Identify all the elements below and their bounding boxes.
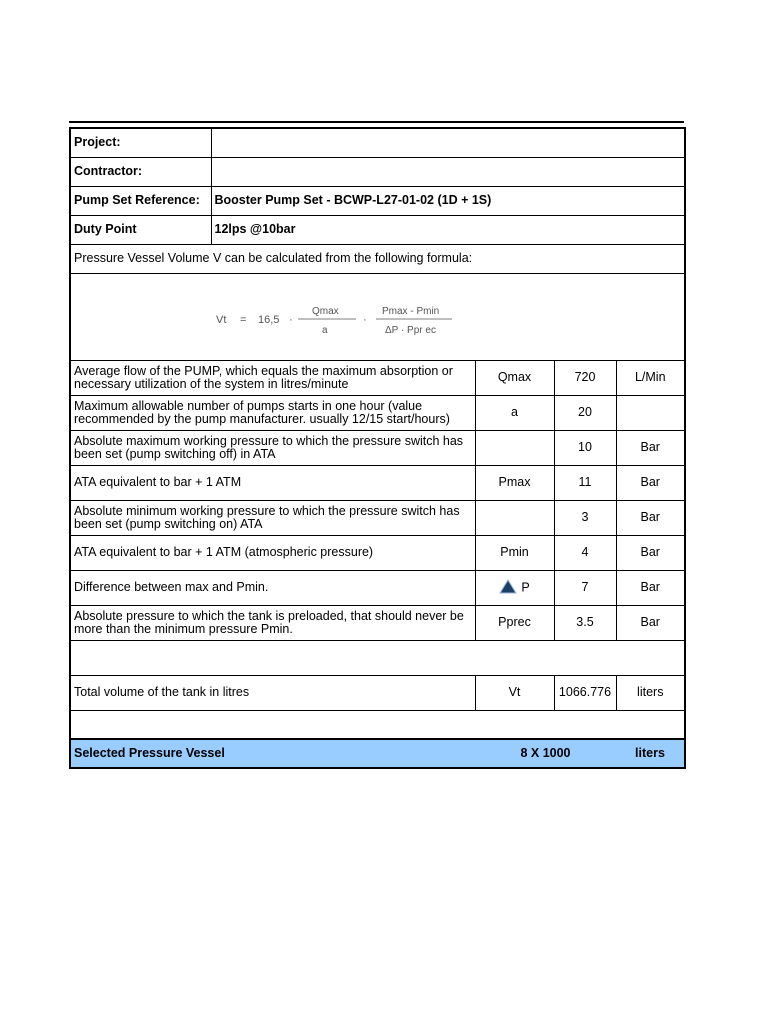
row-symbol: Pmin <box>475 535 554 570</box>
row-value[interactable]: 10 <box>554 430 616 465</box>
row-description: Maximum allowable number of pumps starts in one hour (value recommended by the pump manufacturer. usually 12/15 start/hours) <box>70 395 475 430</box>
selected-vessel-row <box>70 739 685 768</box>
row-description: ATA equivalent to bar + 1 ATM <box>70 465 475 500</box>
row-unit: Bar <box>616 465 685 500</box>
row-symbol <box>475 500 554 535</box>
row-unit: Bar <box>616 605 685 640</box>
table-row <box>70 605 685 640</box>
row-symbol-cell <box>475 570 554 605</box>
row-value[interactable]: 720 <box>554 360 616 395</box>
formula-lhs: Vt <box>216 313 227 326</box>
row-unit: L/Min <box>616 360 685 395</box>
duty-point-row <box>70 215 685 244</box>
table-row <box>70 395 685 430</box>
project-label: Project: <box>70 128 211 157</box>
contractor-value[interactable] <box>211 157 685 186</box>
pump-set-value[interactable]: Booster Pump Set - BCWP-L27-01-02 (1D + 1S) <box>211 186 685 215</box>
formula-row <box>70 273 685 360</box>
row-symbol <box>475 430 554 465</box>
table-row <box>70 535 685 570</box>
row-description: Absolute minimum working pressure to which the pressure switch has been set (pump switching on) ATA <box>70 500 475 535</box>
top-rule <box>69 121 684 123</box>
row-description: Absolute pressure to which the tank is preloaded, that should never be more than the minimum pressure Pmin. <box>70 605 475 640</box>
row-value[interactable]: 11 <box>554 465 616 500</box>
row-description: Average flow of the PUMP, which equals the maximum absorption or necessary utilization of the system in litres/minute <box>70 360 475 395</box>
row-unit <box>616 395 685 430</box>
row-unit: Bar <box>616 570 685 605</box>
row-description: ATA equivalent to bar + 1 ATM (atmospheric pressure) <box>70 535 475 570</box>
row-unit: Bar <box>616 500 685 535</box>
row-symbol: Pmax <box>475 465 554 500</box>
row-symbol: a <box>475 395 554 430</box>
row-value[interactable]: 3.5 <box>554 605 616 640</box>
row-value[interactable]: 4 <box>554 535 616 570</box>
spacer-row <box>70 710 685 739</box>
selected-vessel-unit: liters <box>616 739 685 768</box>
formula-graphic <box>216 303 476 335</box>
row-symbol: Qmax <box>475 360 554 395</box>
formula-dot-1: · <box>289 313 293 326</box>
formula-cell <box>70 273 685 360</box>
table-row <box>70 430 685 465</box>
contractor-label: Contractor: <box>70 157 211 186</box>
intro-row <box>70 244 685 273</box>
table-row <box>70 360 685 395</box>
row-unit: Bar <box>616 430 685 465</box>
pump-set-row <box>70 186 685 215</box>
total-unit: liters <box>616 675 685 710</box>
empty-cell <box>70 710 685 739</box>
total-value: 1066.776 <box>554 675 616 710</box>
row-value[interactable]: 20 <box>554 395 616 430</box>
table-row <box>70 500 685 535</box>
spacer-row <box>70 640 685 675</box>
formula-den2: ΔP · Ppr ec <box>385 324 436 335</box>
formula-den1: a <box>322 324 328 335</box>
total-symbol: Vt <box>475 675 554 710</box>
row-symbol: Pprec <box>475 605 554 640</box>
formula-dot-2: · <box>363 313 367 326</box>
formula-num1: Qmax <box>312 305 339 317</box>
project-value[interactable] <box>211 128 685 157</box>
intro-text: Pressure Vessel Volume V can be calculated from the following formula: <box>70 244 685 273</box>
selected-vessel-value[interactable]: 8 X 1000 <box>475 739 616 768</box>
table-row <box>70 465 685 500</box>
project-row <box>70 128 685 157</box>
row-value[interactable]: 3 <box>554 500 616 535</box>
total-description: Total volume of the tank in litres <box>70 675 475 710</box>
formula-eq: = <box>240 313 247 326</box>
duty-point-value[interactable]: 12lps @10bar <box>211 215 685 244</box>
selected-vessel-label: Selected Pressure Vessel <box>70 739 475 768</box>
duty-point-label: Duty Point <box>70 215 211 244</box>
formula-num2: Pmax - Pmin <box>382 305 440 317</box>
delta-triangle-icon <box>499 579 517 597</box>
row-description: Absolute maximum working pressure to which the pressure switch has been set (pump switching off) in ATA <box>70 430 475 465</box>
empty-cell <box>70 640 685 675</box>
table-row <box>70 570 685 605</box>
formula-constant: 16,5 <box>258 313 280 326</box>
pressure-vessel-sheet <box>69 127 686 769</box>
row-unit: Bar <box>616 535 685 570</box>
total-row <box>70 675 685 710</box>
row-symbol: P <box>521 579 530 594</box>
contractor-row <box>70 157 685 186</box>
row-description: Difference between max and Pmin. <box>70 570 475 605</box>
pump-set-label: Pump Set Reference: <box>70 186 211 215</box>
row-value[interactable]: 7 <box>554 570 616 605</box>
